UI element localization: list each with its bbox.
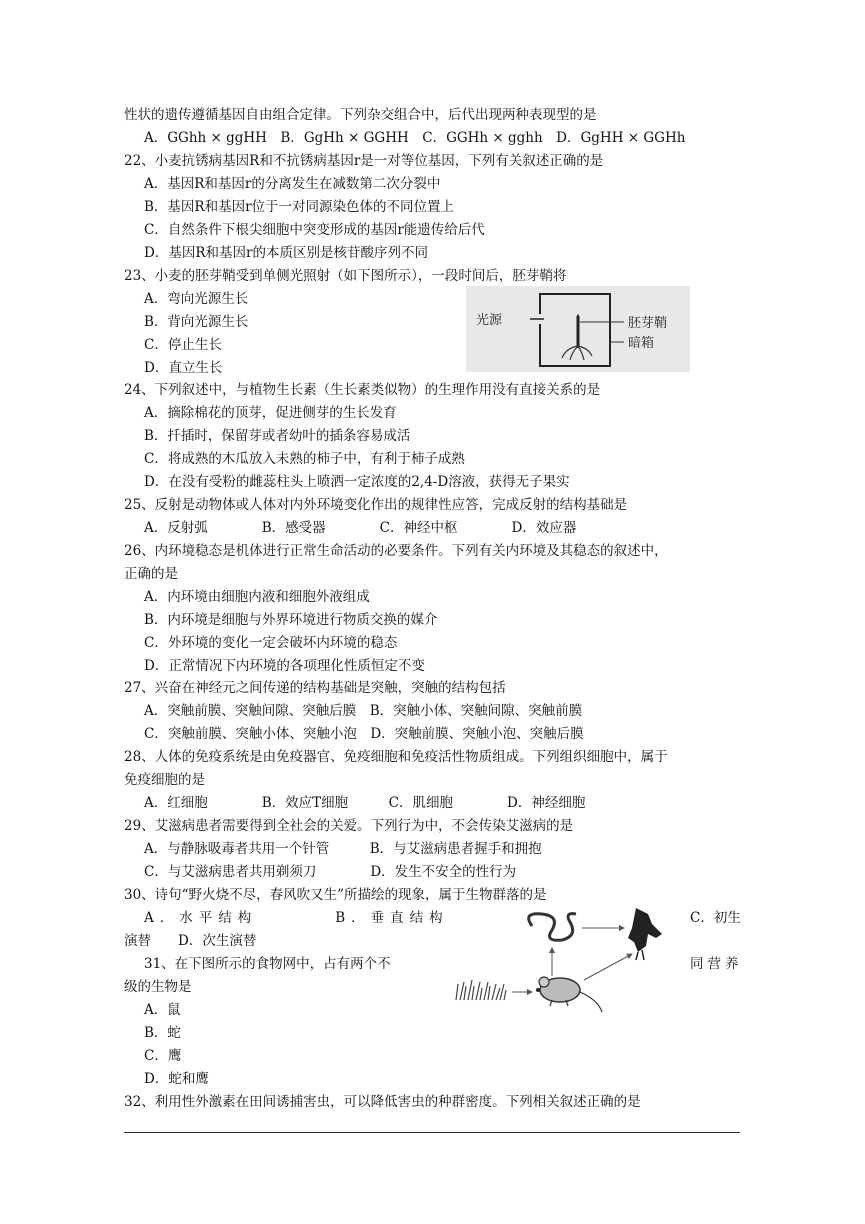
hawk-icon <box>628 908 662 960</box>
option-line: C．外环境的变化一定会破坏内环境的稳态 <box>144 635 398 651</box>
grass-icon <box>456 980 506 1000</box>
option-line: B．基因R和基因r位于一对同源染色体的不同位置上 <box>144 199 455 215</box>
option-line: B．扦插时，保留芽或者幼叶的插条容易成活 <box>144 428 411 444</box>
option-line: C．突触前膜、突触小体、突触小泡 D．突触前膜、突触小泡、突触后膜 <box>144 726 584 742</box>
option-line: D．蛇和鹰 <box>144 1071 209 1087</box>
snake-icon <box>529 914 576 941</box>
question-30: 30、诗句“野火烧不尽，春风吹又生”所描绘的现象，属于生物群落的是 <box>124 887 547 903</box>
question-28: 28、人体的免疫系统是由免疫器官、免疫细胞和免疫活性物质组成。下列组织细胞中，属于 <box>124 749 668 765</box>
dark-box-label: 暗箱 <box>628 336 655 351</box>
option-line: D．在没有受粉的雌蕊柱头上喷洒一定浓度的2,4-D溶液，获得无子果实 <box>144 474 570 490</box>
text-line: 性状的遗传遵循基因自由组合定律。下列杂交组合中，后代出现两种表现型的是 <box>124 107 597 123</box>
option-line: A．水平结构 B．垂直结构 <box>144 910 449 926</box>
question-26: 26、内环境稳态是机体进行正常生命活动的必要条件。下列有关内环境及其稳态的叙述中， <box>124 543 668 559</box>
seedling-figure <box>466 286 690 372</box>
option-line: C．将成熟的木瓜放入未熟的柿子中，有利于柿子成熟 <box>144 451 465 467</box>
option-line: C．自然条件下根尖细胞中突变形成的基因r能遗传给后代 <box>144 222 485 238</box>
option-line: A．鼠 <box>144 1002 181 1018</box>
option-line: B．蛇 <box>144 1025 181 1041</box>
light-source-label: 光源 <box>476 313 503 328</box>
question-31: 31、在下图所示的食物网中，占有两个不 <box>144 956 391 972</box>
question-23: 23、小麦的胚芽鞘受到单侧光照射（如下图所示），一段时间后，胚芽鞘将 <box>124 268 567 284</box>
option-line: C．鹰 <box>144 1048 182 1064</box>
coleoptile-label: 胚芽鞘 <box>628 316 668 331</box>
option-line: D．基因R和基因r的本质区别是核苷酸序列不同 <box>144 245 428 261</box>
option-line: A．基因R和基因r的分离发生在减数第二次分裂中 <box>144 176 441 192</box>
text-line: 免疫细胞的是 <box>124 772 205 788</box>
option-line: A．GGhh × ggHH B．GgHh × GGHH C．GGHh × gghh D．GgHH × GGHh <box>144 130 686 146</box>
text-line: 演替 D．次生演替 <box>124 933 257 949</box>
text-line: 正确的是 <box>124 566 178 582</box>
mouse-icon <box>536 977 602 1012</box>
option-line: A．与静脉吸毒者共用一个针管 B．与艾滋病患者握手和拥抱 <box>144 841 542 857</box>
option-line: C．与艾滋病患者共用剃须刀 D．发生不安全的性行为 <box>144 864 517 880</box>
text-line: 级的生物是 <box>124 979 192 995</box>
option-line: A．红细胞 B．效应T细胞 C．肌细胞 D．神经细胞 <box>144 795 586 811</box>
option-line: A．内环境由细胞内液和细胞外液组成 <box>144 589 370 605</box>
question-27: 27、兴奋在神经元之间传递的结构基础是突触，突触的结构包括 <box>124 680 506 696</box>
footer-rule <box>124 1132 740 1133</box>
food-web-figure <box>452 904 682 1016</box>
option-line: C．停止生长 <box>144 337 222 353</box>
option-line: D．正常情况下内环境的各项理化性质恒定不变 <box>144 658 425 674</box>
text-line: 同营养 <box>690 956 743 972</box>
question-25: 25、反射是动物体或人体对内外环境变化作出的规律性应答，完成反射的结构基础是 <box>124 497 628 513</box>
question-24: 24、下列叙述中，与植物生长素（生长素类似物）的生理作用没有直接关系的是 <box>124 382 601 398</box>
option-line: C．初生 <box>690 910 741 926</box>
question-32: 32、利用性外激素在田间诱捕害虫，可以降低害虫的种群密度。下列相关叙述正确的是 <box>124 1094 641 1110</box>
option-line: A．摘除棉花的顶芽，促进侧芽的生长发育 <box>144 405 397 421</box>
option-line: A．反射弧 B．感受器 C．神经中枢 D．效应器 <box>144 520 577 536</box>
option-line: B．背向光源生长 <box>144 314 249 330</box>
question-29: 29、艾滋病患者需要得到全社会的关爱。下列行为中，不会传染艾滋病的是 <box>124 818 574 834</box>
option-line: B．内环境是细胞与外界环境进行物质交换的媒介 <box>144 612 438 628</box>
question-22: 22、小麦抗锈病基因R和不抗锈病基因r是一对等位基因，下列有关叙述正确的是 <box>124 153 604 169</box>
option-line: A．突触前膜、突触间隙、突触后膜 B．突触小体、突触间隙、突触前膜 <box>144 703 583 719</box>
option-line: D．直立生长 <box>144 360 223 376</box>
option-line: A．弯向光源生长 <box>144 291 249 307</box>
